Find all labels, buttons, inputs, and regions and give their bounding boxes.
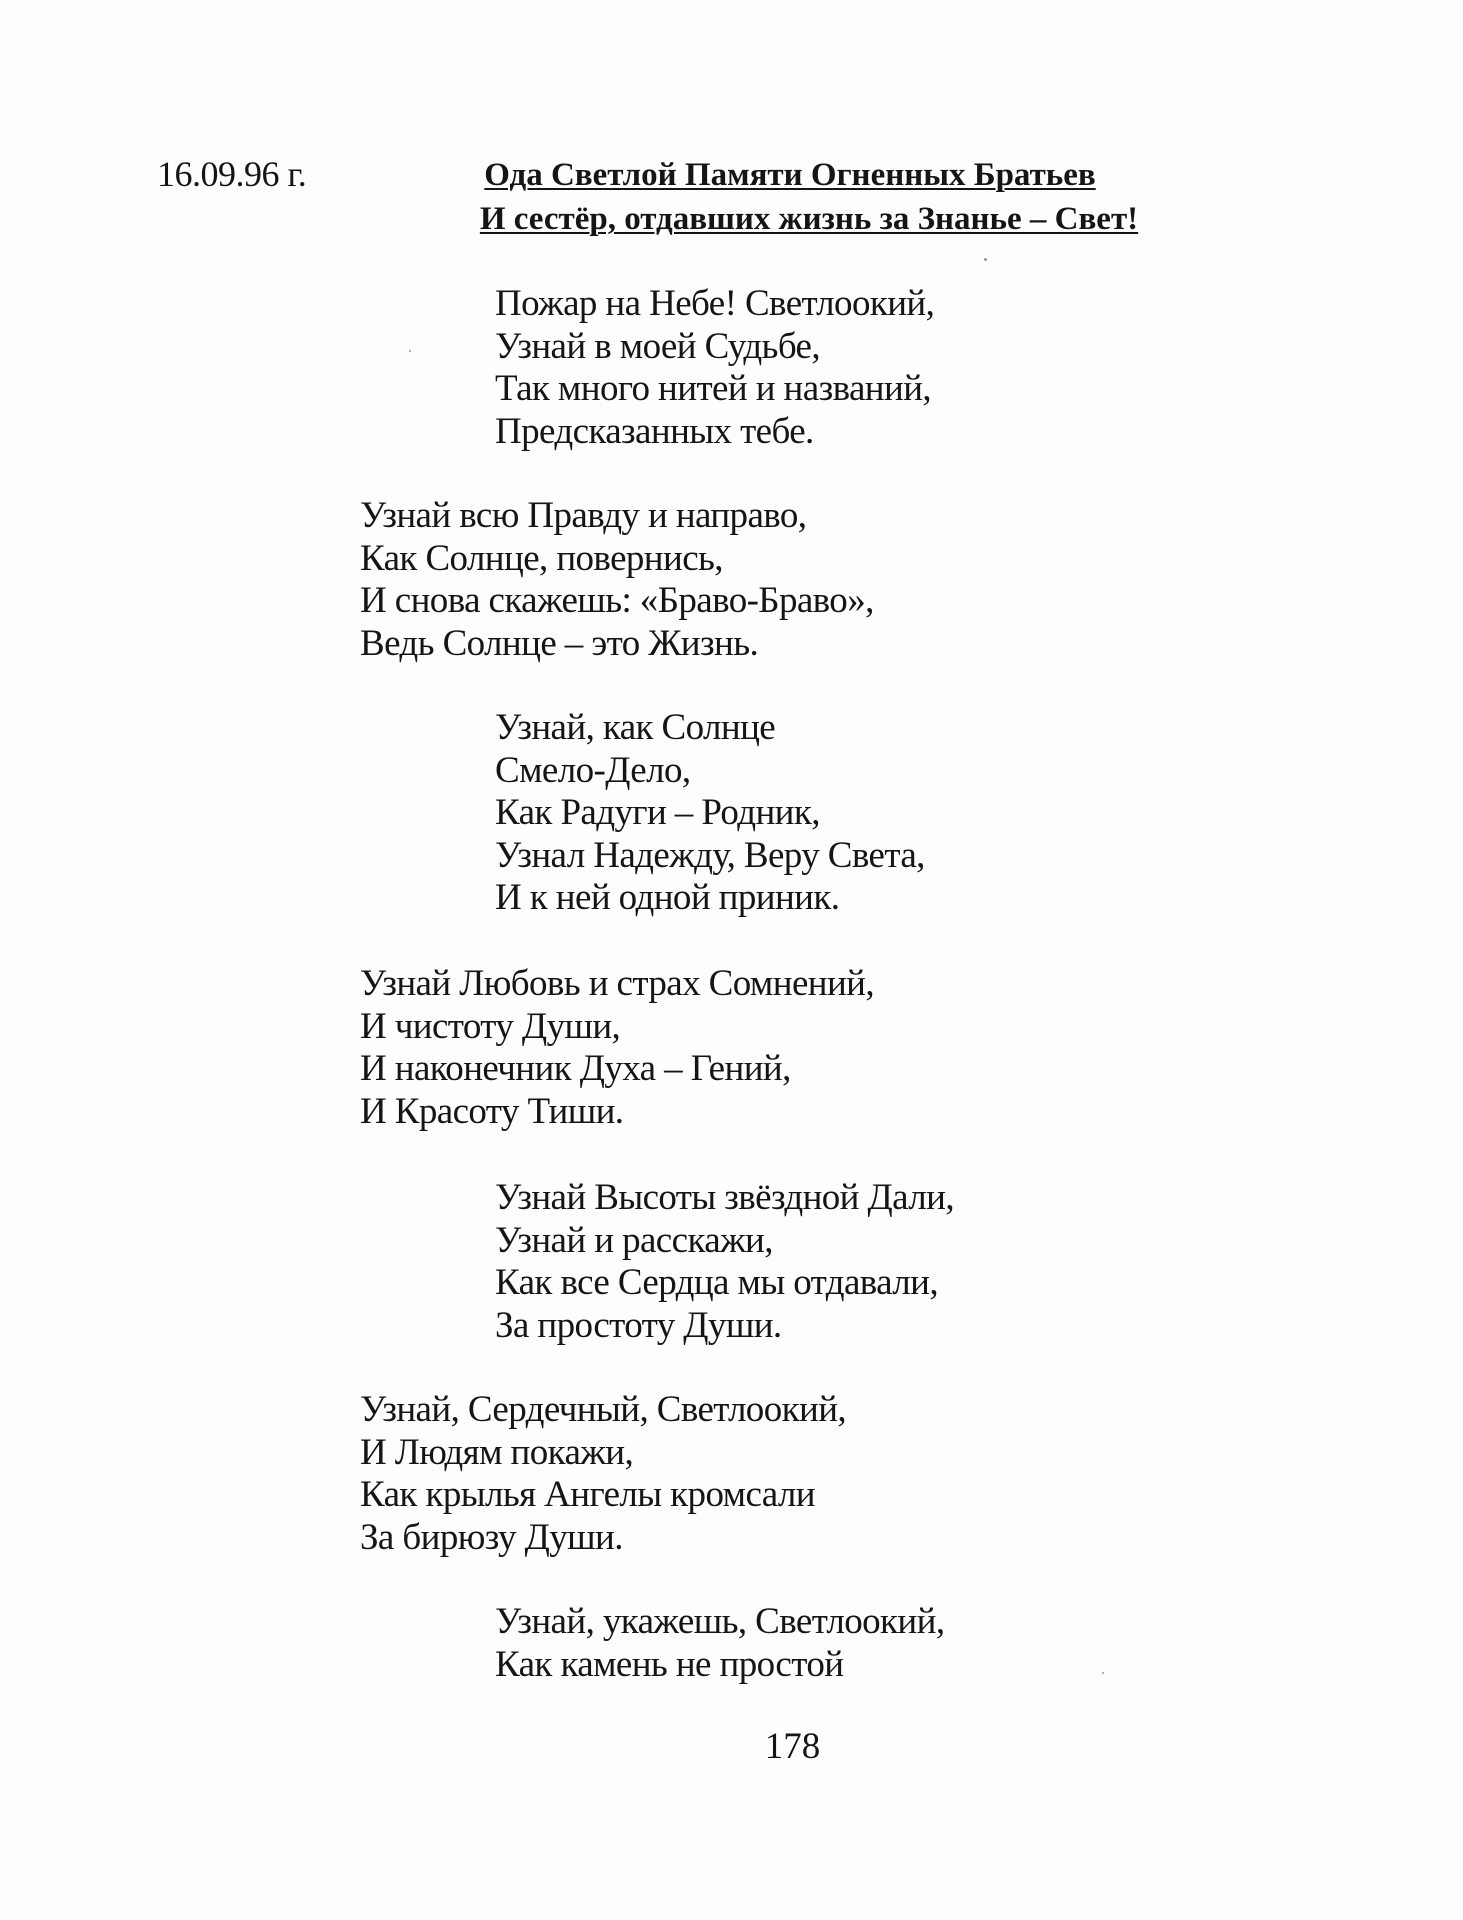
verse-line: Пожар на Небе! Светлоокий, bbox=[495, 283, 935, 324]
stanza-7 bbox=[495, 1601, 944, 1686]
verse-line: Предсказанных тебе. bbox=[495, 410, 814, 452]
verse-line: Узнал Надежду, Веру Света, bbox=[495, 834, 925, 876]
stanza-6 bbox=[360, 1389, 846, 1559]
verse-line: Узнай и расскажи, bbox=[495, 1219, 773, 1261]
scan-speck bbox=[1102, 1672, 1104, 1674]
verse-line: Узнай Высоты звёздной Дали, bbox=[495, 1177, 955, 1218]
verse-line: Как Радуги – Родник, bbox=[495, 792, 820, 833]
verse-line: И Красоту Тиши. bbox=[360, 1090, 624, 1132]
verse-line: Как все Сердца мы отдавали, bbox=[495, 1262, 939, 1303]
verse-line: И к ней одной приник. bbox=[495, 877, 840, 918]
verse-line: Узнай, как Солнце bbox=[495, 707, 776, 748]
verse-line: И наконечник Духа – Гений, bbox=[360, 1048, 791, 1089]
stanza-5 bbox=[495, 1177, 954, 1347]
verse-line: Так много нитей и названий, bbox=[495, 368, 932, 409]
verse-line: Узнай, укажешь, Светлоокий, bbox=[495, 1601, 945, 1642]
verse-line: И Людям покажи, bbox=[360, 1431, 634, 1473]
verse-line: Узнай, Сердечный, Светлоокий, bbox=[360, 1389, 847, 1430]
stanza-3 bbox=[495, 707, 925, 920]
stanza-4 bbox=[360, 963, 874, 1133]
verse-line: За простоту Души. bbox=[495, 1304, 782, 1346]
verse-line: И чистоту Души, bbox=[360, 1005, 621, 1047]
verse-line: Узнай Любовь и страх Сомнений, bbox=[360, 963, 875, 1004]
page-number: 178 bbox=[764, 1726, 821, 1767]
verse-line: Узнай в моей Судьбе, bbox=[495, 325, 821, 367]
verse-line: Как камень не простой bbox=[495, 1643, 844, 1685]
stanza-2 bbox=[360, 495, 874, 665]
verse-line: За бирюзу Души. bbox=[360, 1516, 623, 1558]
stanza-1 bbox=[495, 283, 934, 453]
verse-line: Ведь Солнце – это Жизнь. bbox=[360, 622, 759, 664]
verse-line: Узнай всю Правду и направо, bbox=[360, 495, 807, 536]
poem-title-line-1: Ода Светлой Памяти Огненных Братьев bbox=[484, 157, 1096, 193]
scan-speck bbox=[409, 350, 411, 352]
verse-line: Смело-Дело, bbox=[495, 749, 691, 791]
verse-line: Как крылья Ангелы кромсали bbox=[360, 1474, 815, 1515]
poem-date: 16.09.96 г. bbox=[157, 154, 307, 194]
poem-title-line-2: И сестёр, отдавших жизнь за Знанье – Свет! bbox=[479, 201, 1139, 237]
verse-line: Как Солнце, повернись, bbox=[360, 537, 723, 579]
scan-speck bbox=[984, 258, 987, 261]
verse-line: И снова скажешь: «Браво-Браво», bbox=[360, 580, 874, 621]
